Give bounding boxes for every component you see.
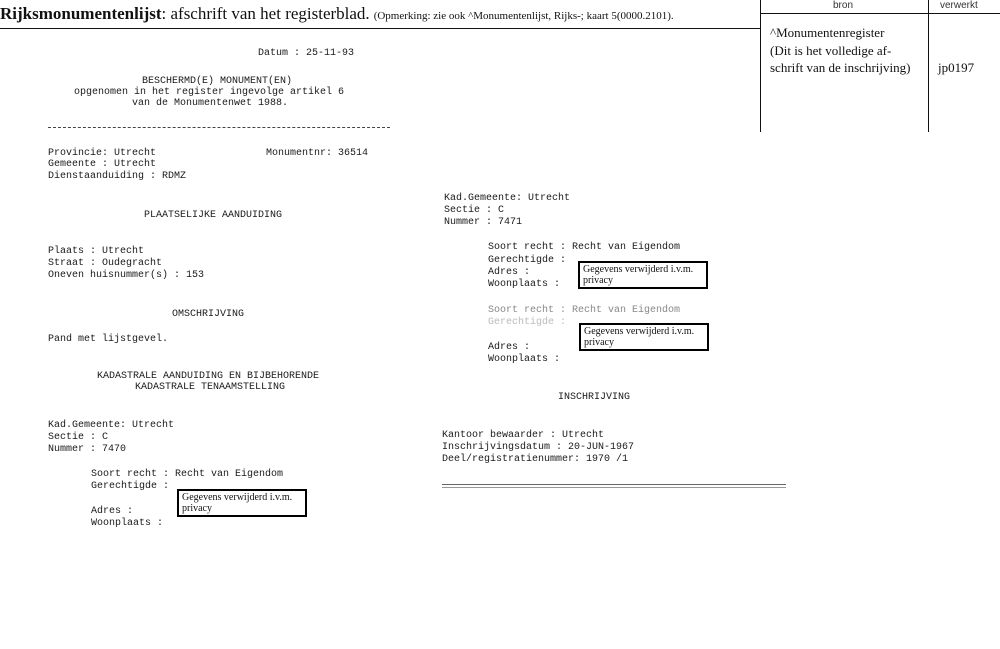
redaction-text-line-2: privacy — [583, 275, 613, 286]
right-soort-recht-1: Soort recht : Recht van Eigendom — [488, 242, 681, 253]
left-soort-recht: Soort recht : Recht van Eigendom — [91, 469, 284, 480]
bron-line-3: schrift van de inschrijving) — [770, 60, 911, 75]
title-note: (Opmerking: zie ook ^Monumentenlijst, Rijks-; kaart 5(0000.2101). — [373, 10, 674, 22]
title-bold: Rijksmonumentenlijst — [0, 4, 162, 23]
straat: Straat : Oudegracht — [48, 258, 163, 269]
side-table-left-border — [760, 0, 761, 132]
left-kad-gemeente: Kad.Gemeente: Utrecht — [48, 420, 175, 431]
redaction-text-line-1: Gegevens verwijderd i.v.m. — [182, 492, 293, 503]
intro-line-2: opgenomen in het register ingevolge artikel 6 — [74, 87, 345, 98]
separator-bottom — [442, 484, 786, 485]
right-soort-recht-2: Soort recht : Recht van Eigendom — [488, 305, 681, 316]
verwerkt-value: jp0197 — [938, 60, 975, 75]
left-woonplaats: Woonplaats : — [91, 518, 164, 529]
right-gerechtigde-1: Gerechtigde : — [488, 255, 567, 266]
bron-line-2: (Dit is het volledige af- — [770, 43, 892, 58]
right-sectie: Sectie : C — [444, 205, 505, 216]
redaction-box-right-2 — [579, 323, 709, 351]
plaats: Plaats : Utrecht — [48, 246, 145, 257]
col-bron-header: bron — [833, 0, 854, 11]
right-adres-1: Adres : — [488, 267, 531, 278]
left-nummer: Nummer : 7470 — [48, 444, 127, 455]
page-title — [0, 4, 674, 24]
omschrijving-text: Pand met lijstgevel. — [48, 334, 169, 345]
right-kad-gemeente: Kad.Gemeente: Utrecht — [444, 193, 571, 204]
inschrijving-heading: INSCHRIJVING — [558, 392, 631, 403]
redaction-text-line-1: Gegevens verwijderd i.v.m. — [583, 264, 694, 275]
redaction-box-right-1 — [578, 261, 708, 289]
huisnummer: Oneven huisnummer(s) : 153 — [48, 270, 205, 281]
right-adres-2: Adres : — [488, 342, 531, 353]
intro-line-3: van de Monumentenwet 1988. — [132, 98, 289, 109]
separator-top — [48, 127, 390, 128]
kantoor-bewaarder: Kantoor bewaarder : Utrecht — [442, 430, 605, 441]
redaction-text-line-1: Gegevens verwijderd i.v.m. — [584, 326, 695, 337]
datum: Datum : 25-11-93 — [258, 48, 355, 59]
right-woonplaats-2: Woonplaats : — [488, 354, 561, 365]
separator-bottom-2 — [442, 487, 786, 488]
redaction-text-line-2: privacy — [584, 337, 614, 348]
dienstaanduiding: Dienstaanduiding : RDMZ — [48, 171, 187, 182]
redaction-text-line-2: privacy — [182, 503, 212, 514]
monumentnr: Monumentnr: 36514 — [266, 148, 369, 159]
side-table-divider — [928, 0, 929, 132]
right-woonplaats-1: Woonplaats : — [488, 279, 561, 290]
left-sectie: Sectie : C — [48, 432, 109, 443]
bron-line-1: ^Monumentenregister — [770, 25, 885, 40]
right-nummer: Nummer : 7471 — [444, 217, 523, 228]
gemeente: Gemeente : Utrecht — [48, 159, 157, 170]
header-underline — [0, 28, 760, 29]
kadastrale-heading-2: KADASTRALE TENAAMSTELLING — [135, 382, 286, 393]
left-gerechtigde: Gerechtigde : — [91, 481, 170, 492]
side-table-header-line — [760, 13, 1000, 14]
redaction-box-left — [177, 489, 307, 517]
deel-registratienummer: Deel/registratienummer: 1970 /1 — [442, 454, 629, 465]
col-verwerkt-header: verwerkt — [940, 0, 978, 11]
omschrijving-heading: OMSCHRIJVING — [172, 309, 245, 320]
kadastrale-heading-1: KADASTRALE AANDUIDING EN BIJBEHORENDE — [97, 371, 320, 382]
title-rest: : afschrift van het registerblad. — [161, 4, 370, 23]
provincie: Provincie: Utrecht — [48, 148, 157, 159]
left-adres: Adres : — [91, 506, 134, 517]
intro-line-1: BESCHERMD(E) MONUMENT(EN) — [142, 76, 293, 87]
inschrijvingsdatum: Inschrijvingsdatum : 20-JUN-1967 — [442, 442, 635, 453]
plaatselijke-heading: PLAATSELIJKE AANDUIDING — [144, 210, 283, 221]
right-gerechtigde-2: Gerechtigde : — [488, 317, 567, 328]
